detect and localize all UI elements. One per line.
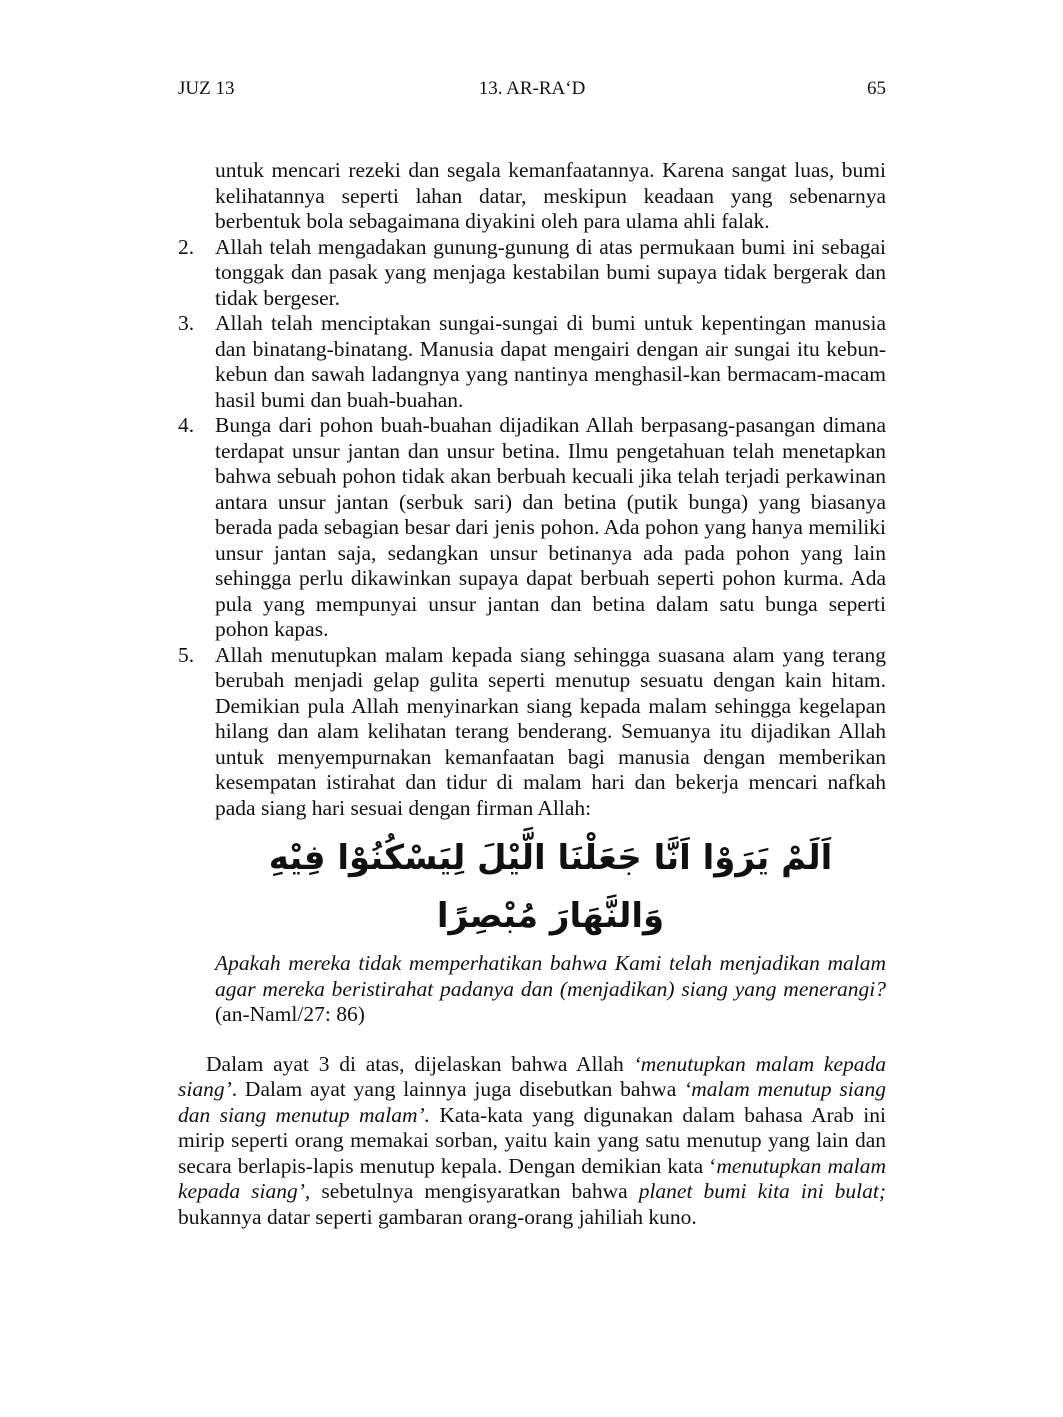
paragraph-italic: ‘malam menutup siang dan siang menutup malam’.: [178, 1077, 886, 1127]
list-item: [178, 413, 886, 643]
arabic-verse: اَلَمْ يَرَوْا اَنَّا جَعَلْنَا الَّيْلَ لِيَسْكُنُوْا فِيْهِ وَالنَّهَارَ مُبْصِرًا: [268, 838, 833, 936]
list-number: 5.: [178, 642, 195, 667]
paragraph-italic: planet bumi kita ini bulat;: [638, 1179, 886, 1203]
paragraph-italic: menutupkan malam kepada siang’,: [178, 1153, 886, 1203]
paragraph-text: bukannya datar seperti gambaran orang-orang jahiliah kuno.: [178, 1204, 697, 1229]
paragraph-text: Dalam ayat 3 di atas, dijelaskan bahwa Allah: [206, 1051, 634, 1076]
paragraph-text: sebetulnya mengisyaratkan bahwa: [310, 1179, 639, 1203]
list-text: Allah telah mengadakan gunung-gunung di atas permukaan bumi ini sebagai tonggak dan pasak yang menjaga kestabilan bumi supaya tidak bergerak dan tidak bergeser.: [215, 234, 886, 310]
page-header: [178, 78, 886, 102]
list-text: Bunga dari pohon buah-buahan dijadikan Allah berpasang-pasangan dimana terdapat unsur jantan dan unsur betina. Ilmu pengetahuan telah menetapkan bahwa sebuah pohon tidak akan berbuah kecuali jika telah terjadi perkawinan antara unsur jantan (serbuk sari) dan betina (putik bunga) yang biasanya berada pada sebagian besar dari jenis pohon. Ada pohon yang hanya memiliki unsur jantan saja, sedangkan unsur betinanya ada pada pohon yang lain sehingga perlu dikawinkan supaya dapat berbuah seperti pohon kurma. Ada pula yang mempunyai unsur jantan dan betina dalam satu bunga seperti pohon kapas.: [215, 413, 886, 641]
juz-label: JUZ 13: [178, 78, 235, 99]
page-number: 65: [867, 78, 886, 99]
list-text: Allah menutupkan malam kepada siang sehingga suasana alam yang terang berubah menjadi gelap gulita seperti menutup sesuatu dengan kain hitam. Demikian pula Allah menyinarkan siang kepada malam sehingga kegelapan hilang dan alam kelihatan terang benderang. Semuanya itu dijadikan Allah untuk menyempurnakan kemanfaatan bagi manusia dengan memberikan kesempatan istirahat dan tidur di malam hari dan bekerja mencari nafkah pada siang hari sesuai dengan firman Allah:: [215, 642, 886, 820]
list-item: [178, 643, 886, 822]
explanation-paragraph: [178, 1052, 886, 1231]
list-number: 4.: [178, 413, 195, 437]
paragraph-text: . Dalam ayat yang lainnya juga disebutkan bahwa: [231, 1077, 685, 1101]
list-number: 3.: [178, 311, 195, 335]
list-text: Allah telah menciptakan sungai-sungai di bumi untuk kepentingan manusia dan binatang-binatang. Manusia dapat mengairi dengan air sungai itu kebun-kebun dan sawah ladangnya yang nantinya menghasil-kan bermacam-macam hasil bumi dan buah-buahan.: [215, 311, 886, 412]
paragraph-italic: ‘menutupkan malam kepada siang’: [178, 1051, 886, 1101]
list-item: [178, 235, 886, 312]
translation-text: Apakah mereka tidak memperhatikan bahwa Kami telah menjadikan malam agar mereka beristirahat padanya dan (menjadikan) siang yang menerangi?: [215, 951, 886, 1001]
page-body: [178, 158, 886, 1230]
surah-title: 13. AR-RA‘D: [478, 78, 586, 99]
verse-reference: (an-Naml/27: 86): [215, 1002, 365, 1026]
verse-translation: [178, 951, 886, 1028]
continuation-text: untuk mencari rezeki dan segala kemanfaatannya. Karena sangat luas, bumi kelihatannya seperti lahan datar, meskipun keadaan yang sebenarnya berbentuk bola sebagaimana diyakini oleh para ulama ahli falak.: [215, 158, 886, 233]
paragraph-text: Kata-kata yang digunakan dalam bahasa Arab ini mirip seperti orang memakai sorban, yaitu kain yang satu menutup yang lain dan secara berlapis-lapis menutup kepala. Dengan demikian kata ‘: [178, 1102, 886, 1178]
list-item: [178, 311, 886, 413]
list-number: 2.: [178, 234, 195, 259]
